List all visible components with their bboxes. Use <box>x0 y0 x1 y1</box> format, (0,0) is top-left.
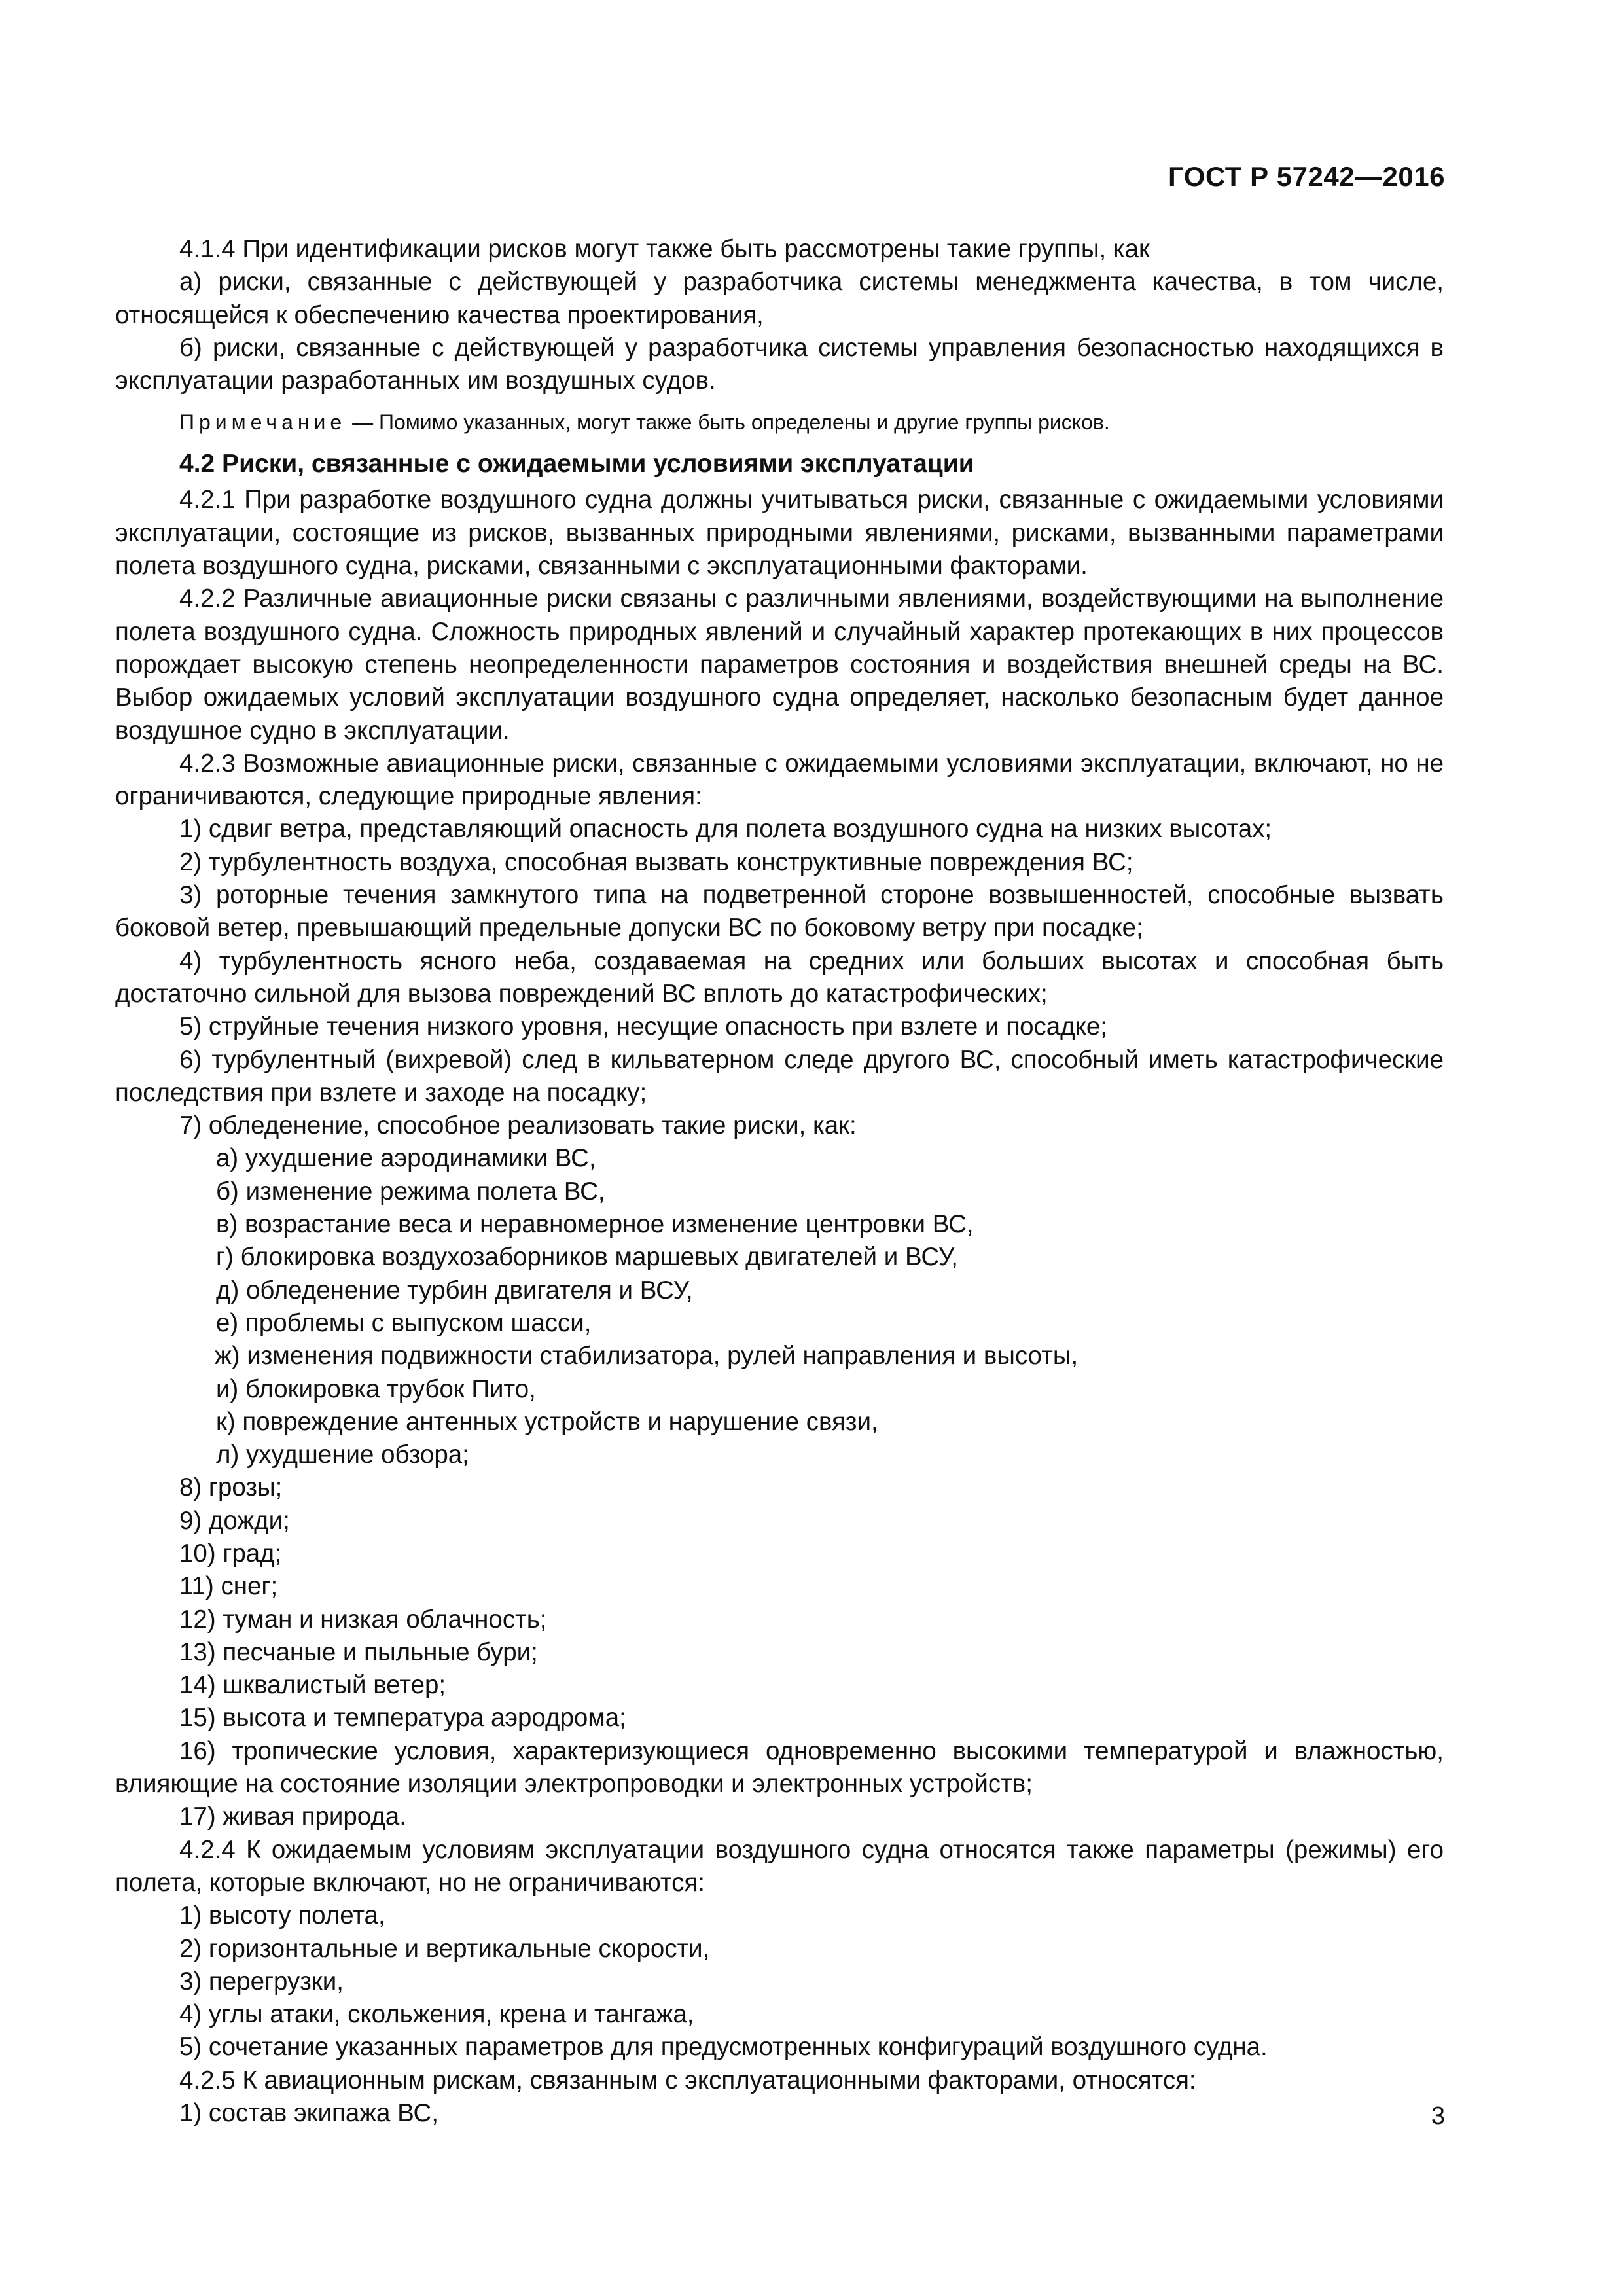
list-item: 4) углы атаки, скольжения, крена и тангажа, <box>179 2000 694 2029</box>
clause-4-2-3: 4.2.3 Возможные авиационные риски, связанные с ожидаемыми условиями эксплуатации, включают, но не ограничиваются, следующие природные явления: <box>115 749 1444 811</box>
clause-4-1-4-a: а) риски, связанные с действующей у разработчика системы менеджмента качества, в том числе, относящейся к обеспечению качества проектирования, <box>115 268 1444 329</box>
list-item: 11) снег; <box>179 1572 278 1601</box>
section-4-2-title: 4.2 Риски, связанные с ожидаемыми условиями эксплуатации <box>179 450 974 478</box>
sub-list-item: ж) изменения подвижности стабилизатора, рулей направления и высоты, <box>215 1342 1079 1371</box>
sub-list-item: г) блокировка воздухозаборников маршевых двигателей и ВСУ, <box>216 1243 958 1272</box>
list-item: 7) обледенение, способное реализовать такие риски, как: <box>179 1111 857 1140</box>
clause-4-2-2: 4.2.2 Различные авиационные риски связаны с различными явлениями, воздействующими на выполнение полета воздушного судна. Сложность природных явлений и случайный характер протекающих в них процессов порождает высокую степень неопределенности параметров состояния и воздействия внешней среды на ВС. Выбор ожидаемых условий эксплуатации воздушного судна определяет, насколько безопасным будет данное воздушное судно в эксплуатации. <box>115 584 1444 745</box>
sub-list-item: а) ухудшение аэродинамики ВС, <box>216 1144 596 1173</box>
clause-4-2-5: 4.2.5 К авиационным рискам, связанным с эксплуатационными факторами, относятся: <box>179 2066 1196 2094</box>
clause-4-1-4: 4.1.4 При идентификации рисков могут также быть рассмотрены такие группы, как <box>179 235 1150 263</box>
list-item: 15) высота и температура аэродрома; <box>179 1704 626 1732</box>
list-item: 2) горизонтальные и вертикальные скорости, <box>179 1934 710 1963</box>
list-item: 1) высоту полета, <box>179 1901 385 1930</box>
list-item: 9) дожди; <box>179 1506 290 1535</box>
note-label: Примечание <box>179 410 347 435</box>
list-item: 10) град; <box>179 1539 282 1568</box>
document-code-header: ГОСТ Р 57242—2016 <box>1168 161 1445 192</box>
list-item: 17) живая природа. <box>179 1803 406 1831</box>
list-item: 16) тропические условия, характеризующиеся одновременно высокими температурой и влажностью, влияющие на состояние изоляции электропроводки и электронных устройств; <box>115 1736 1444 1799</box>
clause-4-2-1: 4.2.1 При разработке воздушного судна должны учитываться риски, связанные с ожидаемыми условиями эксплуатации, состоящие из рисков, вызванных природными явлениями, рисками, вызванными параметрами полета воздушного судна, рисками, связанными с эксплуатационными факторами. <box>115 486 1444 581</box>
sub-list-item: е) проблемы с выпуском шасси, <box>216 1308 592 1337</box>
list-item: 12) туман и низкая облачность; <box>179 1605 547 1634</box>
list-item: 8) грозы; <box>179 1473 283 1502</box>
sub-list-item: д) обледенение турбин двигателя и ВСУ, <box>216 1276 693 1304</box>
list-item: 2) турбулентность воздуха, способная вызвать конструктивные повреждения ВС; <box>179 848 1133 876</box>
page-number: 3 <box>1431 2102 1445 2130</box>
note-text: — Помимо указанных, могут также быть определены и другие группы рисков. <box>346 410 1110 435</box>
list-item: 3) перегрузки, <box>179 1967 344 1996</box>
sub-list-item: и) блокировка трубок Пито, <box>216 1374 536 1403</box>
sub-list-item: л) ухудшение обзора; <box>216 1441 469 1469</box>
list-item: 5) струйные течения низкого уровня, несущие опасность при взлете и посадке; <box>179 1013 1107 1041</box>
sub-list-item: б) изменение режима полета ВС, <box>216 1177 605 1206</box>
list-item: 14) шквалистый ветер; <box>179 1671 446 1700</box>
note <box>115 406 1444 438</box>
clause-4-1-4-b: б) риски, связанные с действующей у разработчика системы управления безопасностью находящихся в эксплуатации разработанных им воздушных судов. <box>115 333 1444 395</box>
list-item: 3) роторные течения замкнутого типа на подветренной стороне возвышенностей, способные вызвать боковой ветер, превышающий предельные допуски ВС по боковому ветру при посадке; <box>115 881 1444 942</box>
sub-list-item: к) повреждение антенных устройств и нарушение связи, <box>216 1407 878 1436</box>
list-item: 5) сочетание указанных параметров для предусмотренных конфигураций воздушного судна. <box>179 2033 1268 2062</box>
list-item: 1) сдвиг ветра, представляющий опасность для полета воздушного судна на низких высотах; <box>179 815 1272 844</box>
list-item: 4) турбулентность ясного неба, создаваемая на средних или больших высотах и способная быть достаточно сильной для вызова повреждений ВС вплоть до катастрофических; <box>115 946 1444 1008</box>
list-item: 1) состав экипажа ВС, <box>179 2099 439 2128</box>
list-item: 6) турбулентный (вихревой) след в кильватерном следе другого ВС, способный иметь катастрофические последствия при взлете и заходе на посадку; <box>115 1045 1444 1107</box>
list-item: 13) песчаные и пыльные бури; <box>179 1638 538 1666</box>
page-content <box>115 233 1444 2130</box>
clause-4-2-4: 4.2.4 К ожидаемым условиям эксплуатации воздушного судна относятся также параметры (режимы) его полета, которые включают, но не ограничиваются: <box>115 1835 1444 1897</box>
sub-list-item: в) возрастание веса и неравномерное изменение центровки ВС, <box>216 1210 974 1239</box>
